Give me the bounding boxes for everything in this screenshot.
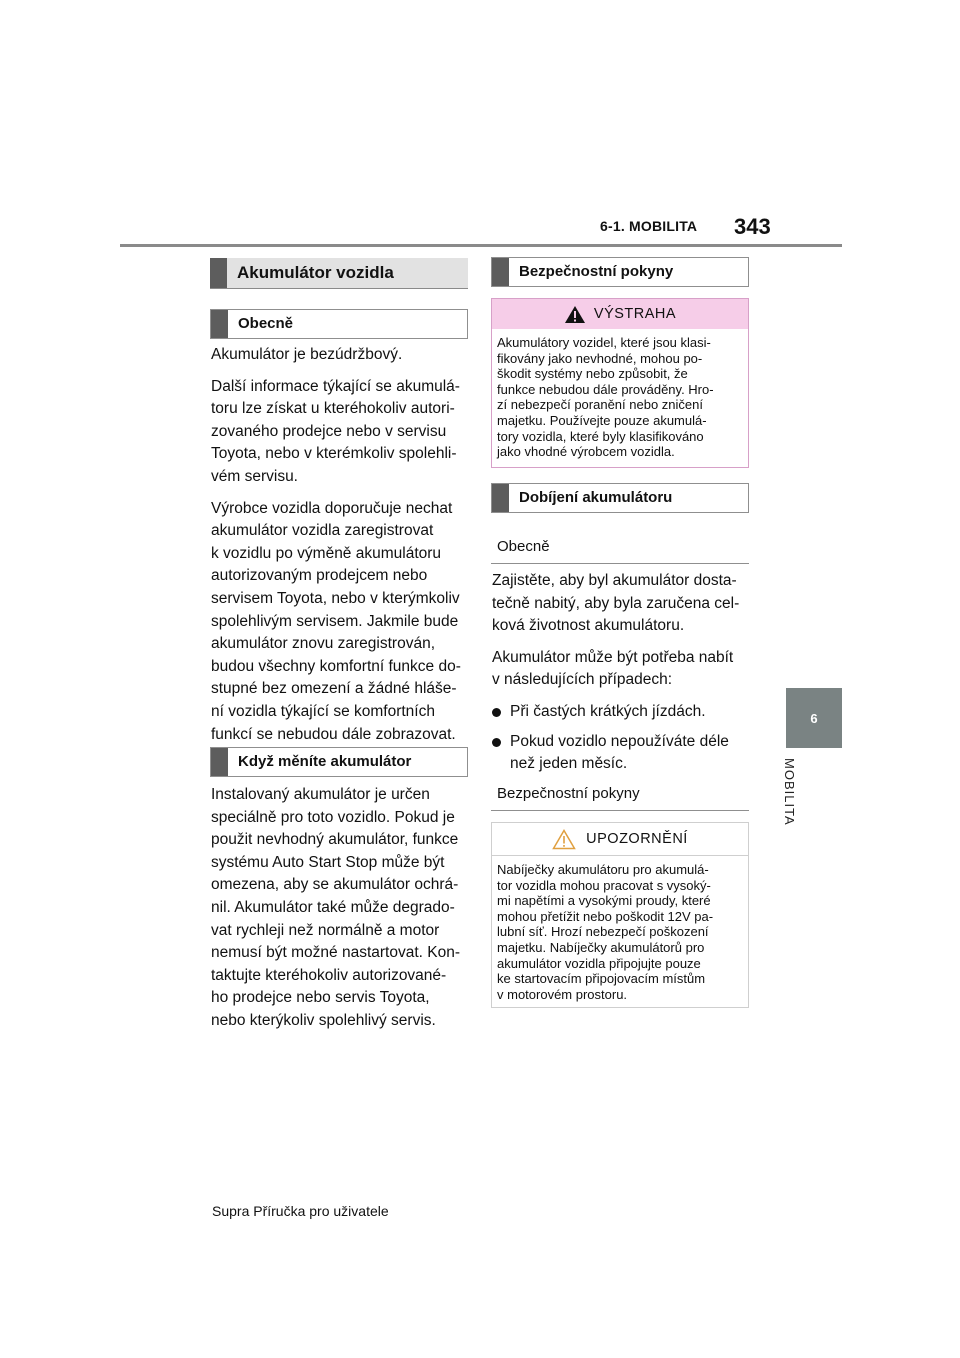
heading-replace-battery: Když měníte akumulátor [210, 747, 468, 777]
caution-box [491, 822, 749, 1008]
caution-icon [552, 829, 576, 850]
subheading-safety: Bezpečnostní pokyny [491, 781, 749, 811]
heading-safety: Bezpečnostní pokyny [491, 257, 749, 287]
heading-battery: Akumulátor vozidla [210, 258, 468, 289]
caution-title: UPOZORNĚNÍ [586, 831, 688, 847]
list-item: Při častých krátkých jízdách. [492, 701, 754, 724]
footer-title: Supra Příručka pro uživatele [212, 1203, 389, 1219]
warning-box [491, 298, 749, 468]
paragraph: Instalovaný akumulátor je určen speciálně pro toto vozidlo. Pokud je použit nevhodný akumulátor, funkce systému Auto Start Stop může být omezena, aby se akumulátor ochrá- nil. Akumulátor také může degrado- vat rychleji než normálně a motor nemusí být možné nastartovat. Kon- taktujte kteréhokoliv autorizované- ho prodejce nebo servis Toyota, nebo kterýkoliv spolehlivý servis. [211, 786, 460, 1029]
chapter-tab: 6 [786, 688, 842, 748]
heading-general: Obecně [210, 309, 468, 339]
warning-header [492, 299, 748, 329]
subheading-general: Obecně [491, 534, 749, 564]
bullet-icon [492, 738, 501, 747]
warning-title: VÝSTRAHA [593, 306, 677, 322]
paragraph: Výrobce vozidla doporučuje nechat akumulátor vozidla zaregistrovat k vozidlu po výměně akumulátoru autorizovaným prodejcem nebo servisem Toyota, nebo v kterýmkoliv spolehlivým servisem. Jakmile bude akumulátor znovu zaregistrován, budou všechny komfortní funkce do- stupné bez omezení a žádné hláše- ní vozidla týkající se komfortních funkcí se nebudou dále zobrazovat. [211, 499, 461, 743]
warning-icon [564, 305, 586, 324]
caution-text: Nabíječky akumulátoru pro akumulá- tor vozidla mohou pracovat s vysoký- mi napětími a vysokými proudy, které mohou přetížit nebo poškodit 12V pa- lubní síť. Hrozí nebezpečí poškození majetku. Nabíječky akumulátorů pro akumulátor vozidla připojujte pouze ke startovacím připojovacím místům v motorovém prostoru. [497, 862, 714, 1002]
list-item: Pokud vozidlo nepoužíváte déle než jeden měsíc. [492, 731, 754, 776]
general-text [211, 344, 473, 746]
charging-text [492, 570, 754, 776]
paragraph: Akumulátor může být potřeba nabít v následujících případech: [492, 648, 734, 689]
page-number: 343 [734, 214, 771, 239]
paragraph: Akumulátor je bezúdržbový. [211, 346, 403, 363]
replace-text [211, 784, 473, 1033]
heading-charging: Dobíjení akumulátoru [491, 483, 749, 513]
bullet-icon [492, 708, 501, 717]
paragraph: Zajistěte, aby byl akumulátor dosta- tečně nabitý, aby byla zaručena cel- ková životnost akumulátoru. [492, 572, 740, 635]
warning-text: Akumulátory vozidel, které jsou klasi- fikovány jako nevhodné, mohou po- škodit systémy nebo způsobit, že funkce nebudou dále prováděny. Hro- zí nebezpečí poranění nebo zničení majetku. Používejte pouze akumulá- tory vozidla, které byly klasifikováno jako vhodné výrobcem vozidla. [497, 335, 714, 460]
header-rule [120, 244, 842, 247]
caution-header [492, 823, 748, 856]
chapter-label: MOBILITA [782, 758, 797, 826]
bullet-list [492, 701, 754, 776]
section-title: 6-1. MOBILITA [600, 218, 698, 234]
paragraph: Další informace týkající se akumulá- toru lze získat u kteréhokoliv autori- zovaného prodejce nebo v servisu Toyota, nebo v kterémkoliv spolehli- vém servisu. [211, 377, 460, 485]
